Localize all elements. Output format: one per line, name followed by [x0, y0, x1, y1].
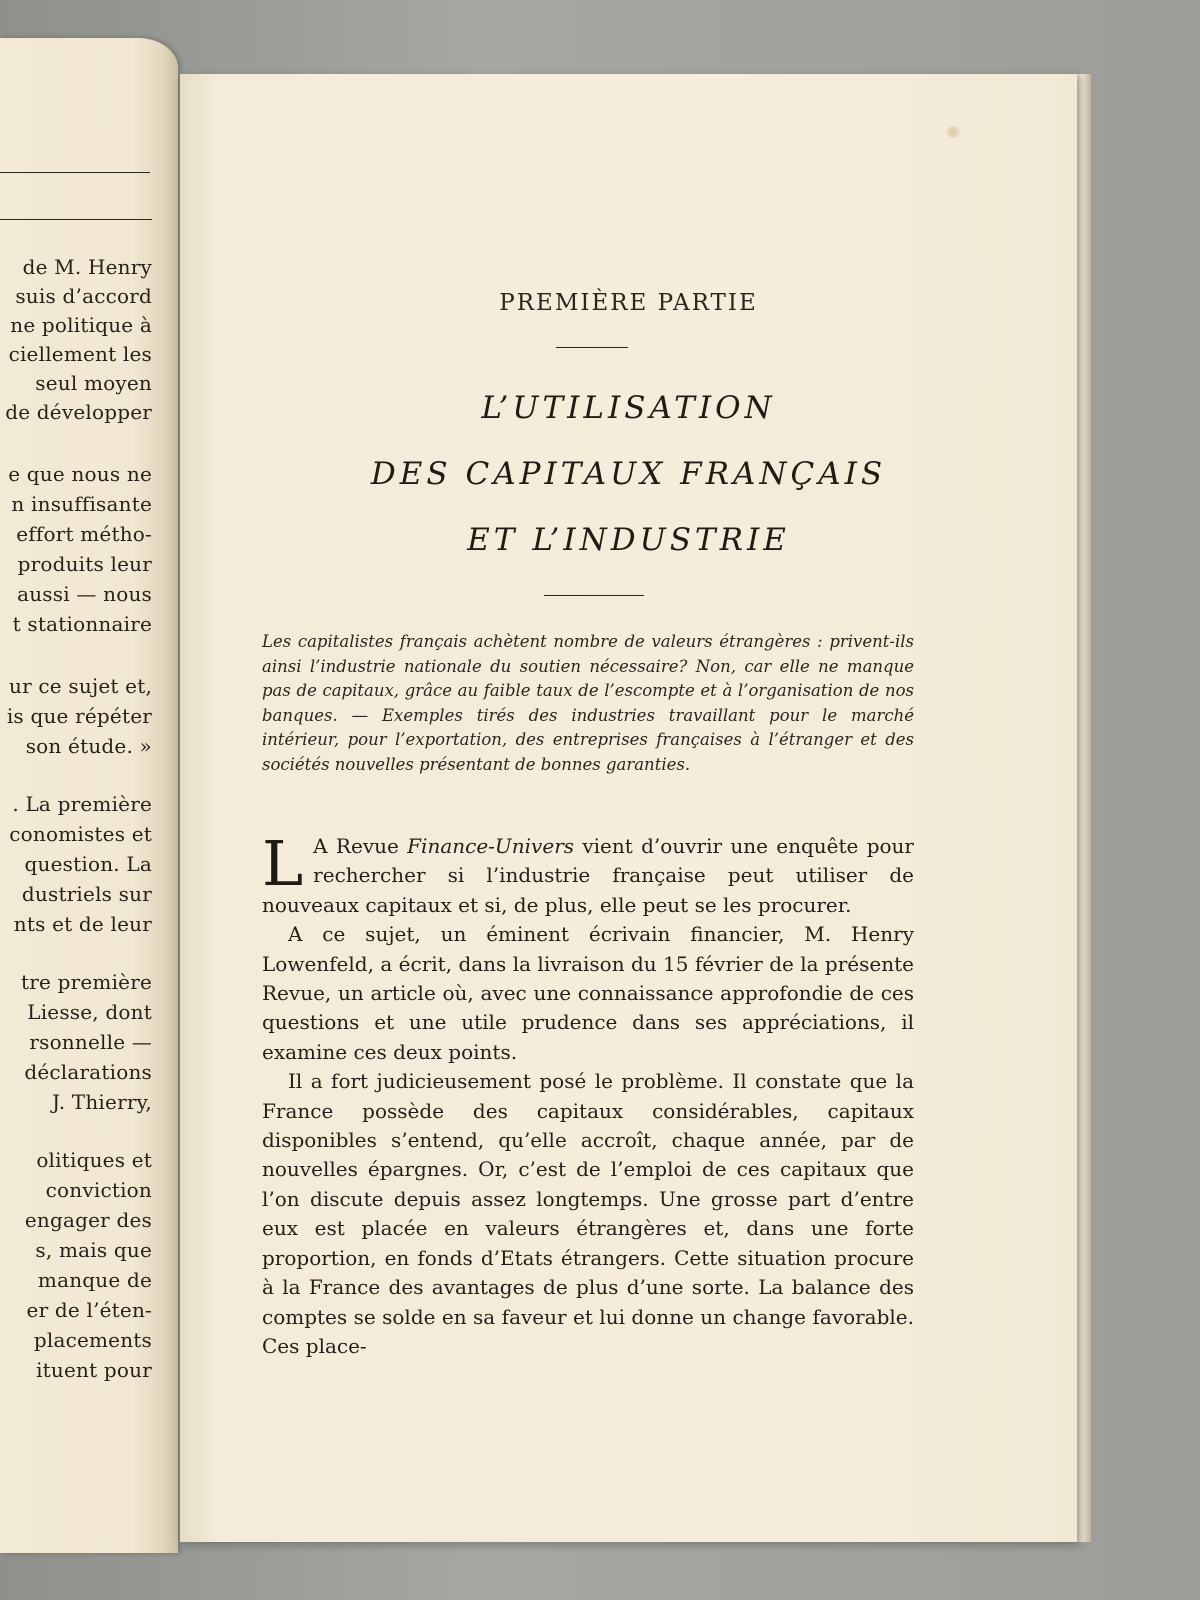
foxing-spot — [946, 126, 960, 138]
left-text-line: ne politique à — [10, 313, 152, 337]
left-text-line: aussi — nous — [17, 582, 152, 606]
p1-rest: vient d’ouvrir une enquête pour rechercher si l’industrie française peut utiliser de nouveaux capitaux et si, de plus, elle peut se les procurer. — [262, 834, 914, 917]
left-text-line: ur ce sujet et, — [9, 674, 152, 698]
left-text-line: engager des — [24, 1208, 152, 1232]
left-second-rule — [0, 219, 152, 220]
left-text-line: ciellement les — [8, 342, 152, 366]
left-text-line: tre première — [21, 970, 152, 994]
left-text-line: placements — [33, 1328, 152, 1352]
left-text-line: J. Thierry, — [52, 1090, 152, 1114]
left-text-line: conviction — [45, 1178, 152, 1202]
chapter-abstract: Les capitalistes français achètent nombre de valeurs étrangères : privent-ils ainsi l’industrie nationale du soutien nécessaire? Non, car elle ne manque pas de capitaux, grâce au faible taux de l’escompte et à l’organisation de nos banques. — Exemples tirés des industries travaillant pour le marché intérieur, pour l’exportation, des entreprises françaises à l’étranger et des sociétés nouvelles présentant de bonnes garanties. — [262, 632, 914, 774]
paragraph-1 — [262, 827, 914, 920]
left-text-line: ituent pour — [36, 1358, 152, 1382]
left-text-line: er de l’éten- — [26, 1298, 152, 1322]
left-text-line: is que répéter — [6, 704, 152, 728]
drop-cap: L — [262, 827, 304, 900]
left-top-rule — [0, 172, 150, 173]
left-text-line: produits leur — [17, 552, 152, 576]
left-text-line: de M. Henry — [22, 255, 152, 279]
left-text-line: son étude. » — [25, 734, 152, 758]
left-text-line: olitiques et — [36, 1148, 152, 1172]
left-page — [0, 38, 178, 1553]
title-rule-long — [544, 595, 644, 596]
left-text-line: s, mais que — [35, 1238, 152, 1262]
right-page — [180, 74, 1077, 1542]
body-text — [262, 827, 914, 1361]
title-line-1: L’UTILISATION — [481, 390, 776, 426]
left-text-line: suis d’accord — [15, 284, 152, 308]
part-title: PREMIÈRE PARTIE — [499, 290, 758, 316]
left-text-line: t stationnaire — [12, 612, 152, 636]
title-line-2: DES CAPITAUX FRANÇAIS — [370, 456, 887, 492]
left-text-line: effort métho- — [16, 522, 152, 546]
journal-name: Finance-Univers — [407, 834, 575, 858]
left-text-line: nts et de leur — [13, 912, 152, 936]
left-text-line: n insuffisante — [11, 492, 152, 516]
left-text-line: seul moyen — [35, 371, 152, 395]
title-rule-short — [556, 347, 628, 348]
left-text-line: Liesse, dont — [27, 1000, 152, 1024]
paragraph-2: A ce sujet, un éminent écrivain financier, M. Henry Lowenfeld, a écrit, dans la livraison du 15 février de la présente Revue, un article où, avec une connaissance approfondie de ces questions et une utile prudence dans ses appréciations, il examine ces deux points. — [262, 922, 914, 1064]
left-text-line: question. La — [24, 852, 152, 876]
title-line-3: ET L’INDUSTRIE — [467, 522, 790, 558]
page-edge — [1077, 74, 1091, 1542]
p1-lead: A Revue — [313, 834, 408, 858]
left-text-line: e que nous ne — [8, 462, 152, 486]
left-text-line: . La première — [12, 792, 152, 816]
left-text-line: de développer — [5, 400, 152, 424]
left-text-line: manque de — [37, 1268, 152, 1292]
left-text-line: conomistes et — [9, 822, 152, 846]
left-text-line: déclarations — [24, 1060, 152, 1084]
left-text-line: dustriels sur — [21, 882, 152, 906]
paragraph-3: Il a fort judicieusement posé le problème. Il constate que la France possède des capitaux considérables, capitaux disponibles s’entend, qu’elle accroît, chaque année, par de nouvelles épargnes. Or, c’est de l’emploi de ces capitaux que l’on discute depuis assez longtemps. Une grosse part d’entre eux est placée en valeurs étrangères et, dans une forte proportion, en fonds d’Etats étrangers. Cette situation procure à la France des avantages de plus d’une sorte. La balance des comptes se solde en sa faveur et lui donne un change favorable. Ces place- — [262, 1069, 914, 1358]
left-text-line: rsonnelle — — [29, 1030, 152, 1054]
